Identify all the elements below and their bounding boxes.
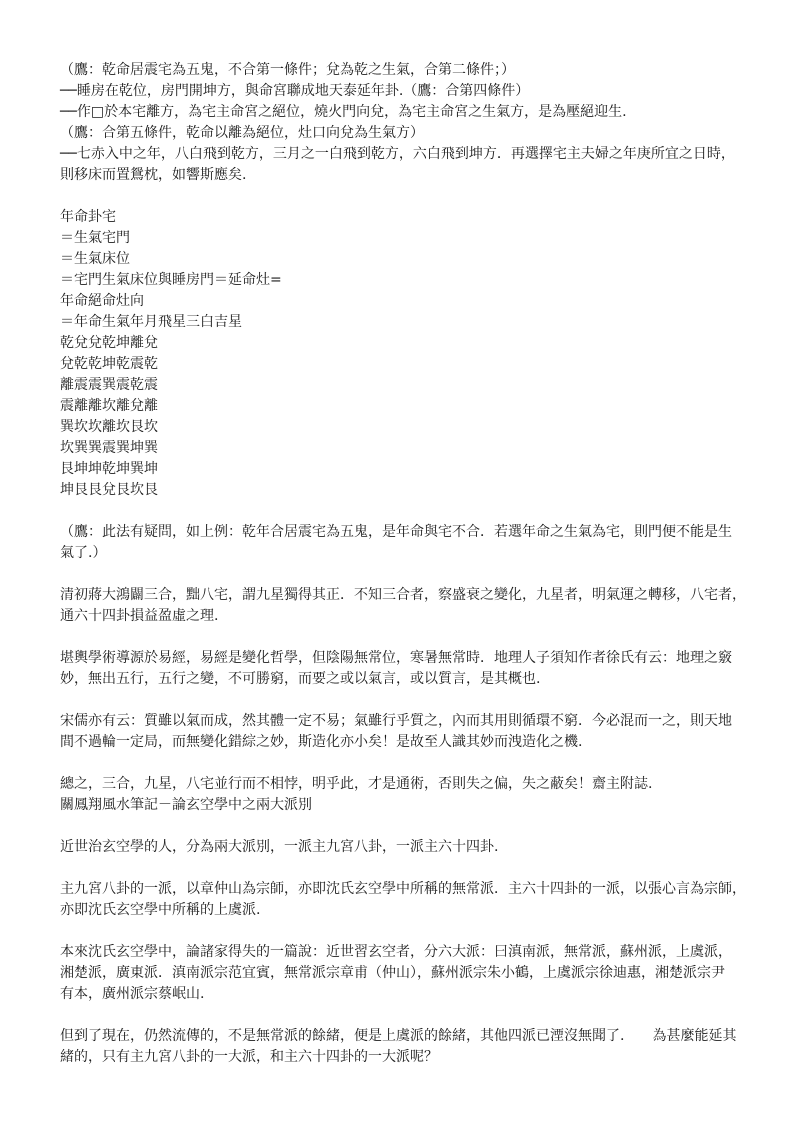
text-line: 則移床而置鴛枕，如響斯應矣. [60,167,247,183]
text-line: 本來沈氏玄空學中，論諸家得失的一篇說：近世習玄空者，分六大派：曰滇南派，無常派，蘇州派，上虞派， [60,944,732,960]
blank-line [60,753,780,774]
text-line: 兌乾乾坤乾震乾 [60,356,158,372]
text-line: 亦即沈氏玄空學中所稱的上虞派. [60,902,261,918]
text-line: 妙，無出五行，五行之變，不可勝窮，而要之或以氣言，或以質言，是其概也. [60,671,541,687]
text-line: ──作□於本宅離方，為宅主命宮之絕位，燒火門向兌，為宅主命宮之生氣方，是為壓絕迎生. [60,104,627,120]
text-line: 但到了現在，仍然流傳的，不是無常派的餘緒，便是上虞派的餘緒，其他四派已湮沒無聞了. 為甚麼能延其 [60,1028,737,1044]
text-line: （鷹：合第五條件，乾命以離為絕位，灶口向兌為生氣方） [60,125,424,141]
text-line: 間不過輪一定局，而無變化錯綜之妙，斯造化亦小矣！是故至人識其妙而洩造化之機. [60,734,583,750]
text-line: 通六十四卦損益盈虛之理. [60,608,219,624]
blank-line [60,186,780,207]
text-line: （鷹：乾命居震宅為五鬼，不合第一條件；兌為乾之生氣，合第二條件；） [60,62,515,78]
text-line: ＝宅門生氣床位與睡房門＝延命灶= [60,272,282,288]
text-line: 總之，三合，九星，八宅並行而不相悖，明乎此，才是通術，否則失之偏，失之蔽矣！齋主附誌. [60,776,653,792]
text-line: 年命卦宅 [60,209,116,225]
document-page [60,60,780,1068]
blank-line [60,564,780,585]
text-line: 坎巽巽震巽坤巽 [60,440,158,456]
blank-line [60,1005,780,1026]
text-line: ──七赤入中之年，八白飛到乾方，三月之一白飛到乾方，六白飛到坤方．再選擇宅主夫婦之年庚所宜之日時， [60,146,735,162]
text-line: 乾兌兌乾坤離兌 [60,335,158,351]
text-line: （鷹：此法有疑問，如上例：乾年合居震宅為五鬼，是年命與宅不合．若選年命之生氣為宅，則門便不能是生 [60,524,732,540]
blank-line [60,501,780,522]
text-line: 清初蔣大鴻闢三合，黜八宅，謂九星獨得其正．不知三合者，察盛衰之變化，九星者，明氣運之轉移，八宅者， [60,587,746,603]
text-line: 緒的，只有主九宮八卦的一大派，和主六十四卦的一大派呢？ [60,1049,438,1065]
text-line: ──睡房在乾位，房門開坤方，與命宮聯成地天泰延年卦.（鷹：合第四條件） [60,83,530,99]
blank-line [60,921,780,942]
blank-line [60,627,780,648]
text-line: 艮坤坤乾坤巽坤 [60,461,158,477]
text-line: 堪輿學術導源於易經，易經是變化哲學，但陰陽無常位，寒暑無常時．地理人子須知作者徐氏有云：地理之竅 [60,650,732,666]
text-line: 震離離坎離兌離 [60,398,158,414]
text-line: ＝年命生氣年月飛星三白吉星 [60,314,242,330]
text-line: 坤艮艮兌艮坎艮 [60,482,158,498]
text-line: ＝生氣床位 [60,251,130,267]
text-line: 氣了.） [60,545,107,561]
text-line: 年命絕命灶向 [60,293,144,309]
text-line: ＝生氣宅門 [60,230,130,246]
text-line: 近世治玄空學的人，分為兩大派別，一派主九宮八卦，一派主六十四卦. [60,839,499,855]
blank-line [60,816,780,837]
blank-line [60,690,780,711]
text-line: 有本，廣州派宗蔡岷山. [60,986,205,1002]
blank-line [60,858,780,879]
text-line: 巽坎坎離坎艮坎 [60,419,158,435]
text-line: 關鳳翔風水筆記－論玄空學中之兩大派別 [60,797,312,813]
text-line: 主九宮八卦的一派，以章仲山為宗師，亦即沈氏玄空學中所稱的無常派．主六十四卦的一派，以張心言為宗師， [60,881,746,897]
text-line: 宋儒亦有云：質雖以氣而成，然其體一定不易；氣雖行乎質之，內而其用則循環不窮．今必混而一之，則天地 [60,713,732,729]
text-line: 湘楚派，廣東派．滇南派宗范宜賓，無常派宗章甫（仲山），蘇州派宗朱小鶴，上虞派宗徐迪惠，湘楚派宗尹 [60,965,725,981]
text-line: 離震震巽震乾震 [60,377,158,393]
